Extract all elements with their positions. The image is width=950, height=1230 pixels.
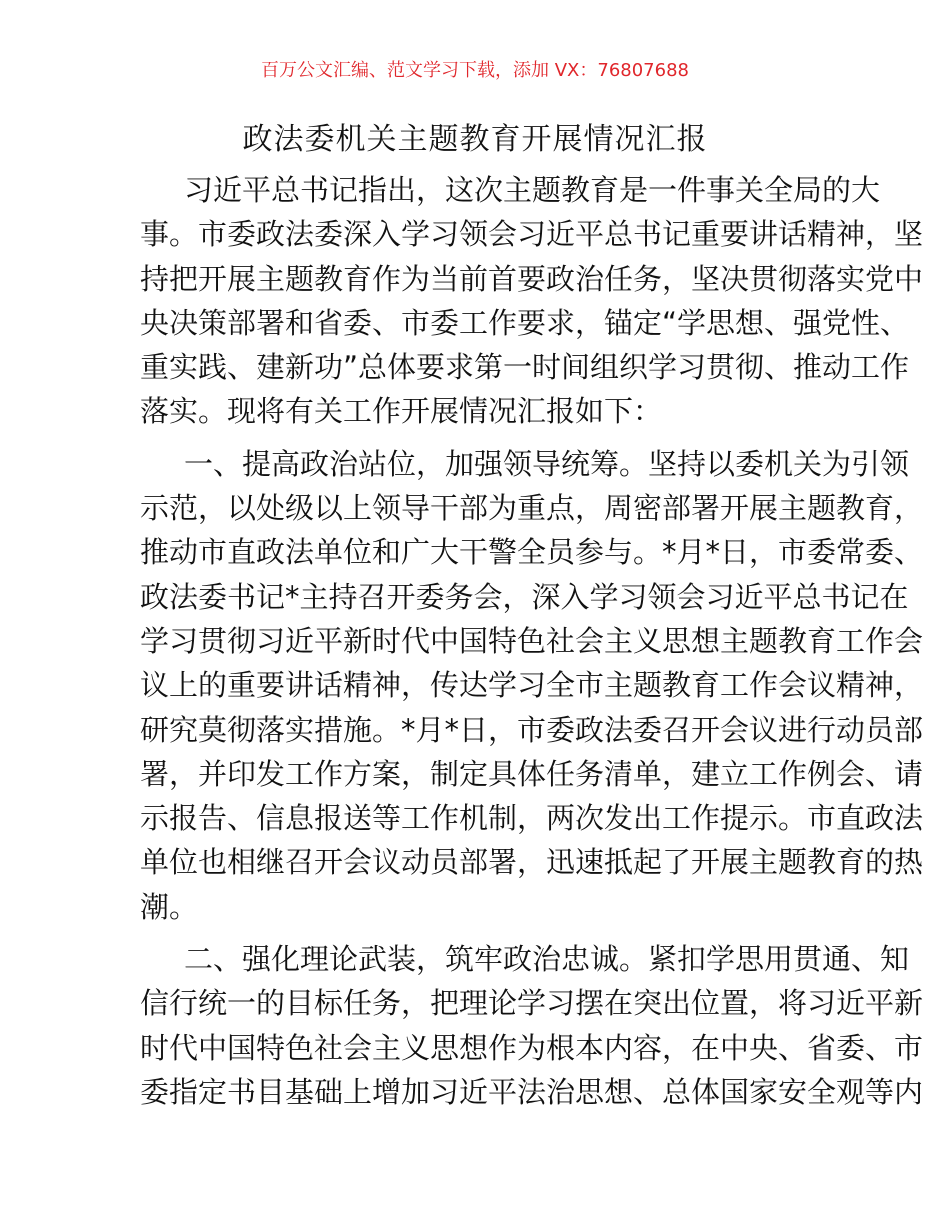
paragraph [140,442,924,929]
paragraph-line: 议上的重要讲话精神，传达学习全市主题教育工作会议精神， [140,668,924,703]
paragraph-line: 时代中国特色社会主义思想作为根本内容，在中央、省委、市 [140,1030,924,1065]
watermark-header: 百万公文汇编、范文学习下载，添加 VX：76807688 [261,60,689,81]
paragraph-line: 单位也相继召开会议动员部署，迅速抵起了开展主题教育的热 [140,845,924,880]
paragraph-line: 信行统一的目标任务，把理论学习摆在突出位置，将习近平新 [140,986,924,1021]
paragraph-line: 研究莫彻落实措施。*月*日，市委政法委召开会议进行动员部 [140,712,924,747]
paragraph-line: 习近平总书记指出，这次主题教育是一件事关全局的大 [184,173,881,207]
paragraph-line: 政法委书记*主持召开委务会，深入学习领会习近平总书记在 [140,579,909,614]
paragraph-line: 重实践、建新功”总体要求第一时间组织学习贯彻、推动工作 [140,350,910,385]
paragraph-line: 持把开展主题教育作为当前首要政治任务，坚决贯彻落实党中 [140,261,924,296]
paragraph-line: 潮。 [140,889,199,924]
paragraph-line: 落实。现将有关工作开展情况汇报如下： [140,394,663,429]
paragraph-line: 央决策部署和省委、市委工作要求，锚定“学思想、强党性、 [140,305,910,340]
paragraph-line: 示范，以处级以上领导干部为重点，周密部署开展主题教育， [140,491,924,526]
paragraph-line: 一、提高政治站位，加强领导统筹。坚持以委机关为引领 [184,446,910,481]
paragraph-line: 事。市委政法委深入学习领会习近平总书记重要讲话精神，坚 [140,217,924,252]
paragraph-line: 署，并印发工作方案，制定具体任务清单，建立工作例会、请 [140,756,924,791]
paragraph-line: 学习贯彻习近平新时代中国特色社会主义思想主题教育工作会 [140,623,924,658]
document-title: 政法委机关主题教育开展情况汇报 [242,122,708,157]
paragraph [140,937,924,1114]
paragraph [140,168,924,434]
paragraph-line: 委指定书目基础上增加习近平法治思想、总体国家安全观等内 [140,1074,924,1109]
document-body [140,168,924,1122]
paragraph-line: 推动市直政法单位和广大干警全员参与。*月*日，市委常委、 [140,535,924,570]
paragraph-line: 二、强化理论武装，筑牢政治忠诚。紧扣学思用贯通、知 [184,942,910,977]
paragraph-line: 示报告、信息报送等工作机制，两次发出工作提示。市直政法 [140,801,924,836]
